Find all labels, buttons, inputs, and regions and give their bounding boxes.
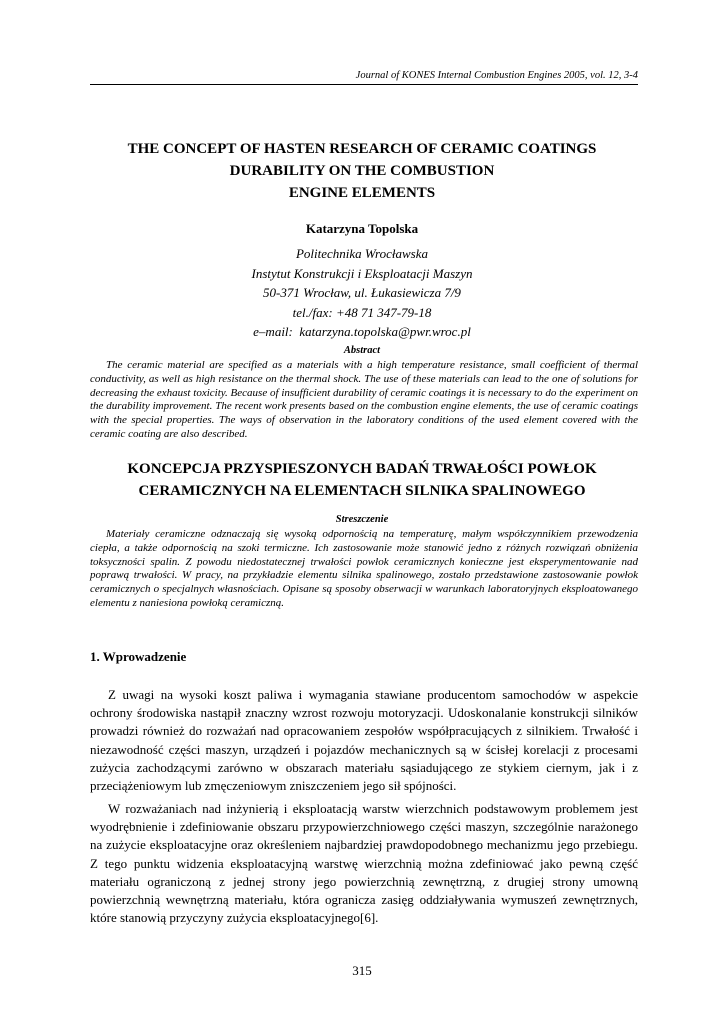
page-number: 315: [352, 963, 372, 978]
abstract-heading: Abstract: [343, 345, 381, 356]
body-paragraph: Z uwagi na wysoki koszt paliwa i wymagania stawiane producentom samochodów w aspekcie ochrony środowiska nastąpił znaczny wzrost rozwoju motoryzacji. Udoskonalanie konstrukcji silników prowadzi również do rozważań nad opracowaniem zespołów współpracujących z silnikiem. Trwałość i niezawodność części maszyn, urządzeń i pojazdów mechanicznych są w ścisłej korelacji z procesami zużycia zachodzącymi zarówno w obszarach materiału sąsiadującego ze stykiem ciernym, jak i z przeciążeniowym lub zmęczeniowym zniszczeniem jego sił spójności.: [90, 687, 638, 794]
paper-title-line: ENGINE ELEMENTS: [288, 185, 436, 201]
paper-title: [70, 138, 654, 204]
affiliation-university: Politechnika Wrocławska: [295, 246, 429, 261]
affiliation-email: e–mail: katarzyna.topolska@pwr.wroc.pl: [253, 324, 471, 339]
section-heading: 1. Wprowadzenie: [90, 649, 187, 664]
affiliation-institute: Instytut Konstrukcji i Eksploatacji Maszyn: [251, 265, 473, 281]
author-name: Katarzyna Topolska: [305, 221, 419, 236]
summary-text: Materiały ceramiczne odznaczają się wysoką odpornością na temperaturę, małym współczynnikiem przewodzenia ciepła, a także odpornością na szoki termiczne. Ich zastosowanie może stanowić jedno z różnych rozwiązań obniżenia toksyczności spalin. Z powodu niedostatecznej trwałości powłok ceramicznych konieczne jest eksperymentowanie nad poprawą trwałości. W pracy, na przykładzie elementu silnika spalinowego, zostało przedstawione zastosowanie powłok ceramicznych o specjalnych własnościach. Opisane są sposoby obserwacji w warunkach laboratoryjnych eksploatowanego elementu z naniesiona powłoką ceramiczną.: [90, 528, 638, 609]
paper-title-line: THE CONCEPT OF HASTEN RESEARCH OF CERAMIC COATINGS: [127, 141, 597, 157]
running-header: Journal of KONES Internal Combustion Engines 2005, vol. 12, 3-4: [90, 70, 638, 85]
affiliation-block: [0, 244, 724, 342]
body-paragraph: W rozważaniach nad inżynierią i eksploatacją warstw wierzchnich podstawowym problemem jest wyodrębnienie i zdefiniowanie obszaru przypowierzchniowego części maszyn, szczególnie narażonego na zużycie eksploatacyjne oraz określeniem najbardziej prawdopodobnego mechanizmu jego przebiegu. Z tego punktu widzenia eksploatacyjną warstwę wierzchnią można zdefiniować jako pewną część materiału ograniczoną z jednej strony jego powierzchnią zewnętrzną, z drugiej strony umowną powierzchnią wewnętrzną materiału, która ogranicza zasięg oddziaływania wymuszeń zewnętrznych, które stanowią przyczyny zużycia eksploatacyjnego[6].: [90, 801, 638, 926]
summary-heading: Streszczenie: [335, 514, 389, 525]
affiliation-address: 50-371 Wrocław, ul. Łukasiewicza 7/9: [263, 285, 461, 300]
polish-title-line: KONCEPCJA PRZYSPIESZONYCH BADAŃ TRWAŁOŚCI POWŁOK: [127, 461, 597, 477]
abstract-text: The ceramic material are specified as a materials with a high temperature resistance, small coefficient of thermal conductivity, as well as high resistance on the thermal shock. The use of these materials can lead to the one of solutions for decreasing the exhaust toxicity. Because of insufficient durability of ceramic coatings it is necessary to do the experiment on the durability improvement. The recent work presents based on the combustion engine elements, the use of ceramic coatings with the special properties. The ways of observation in the laboratory conditions of the used element covered with the ceramic coating are also described.: [90, 359, 638, 440]
paper-title-line: DURABILITY ON THE COMBUSTION: [229, 163, 495, 179]
affiliation-phone: tel./fax: +48 71 347-79-18: [292, 304, 432, 320]
polish-title: [70, 458, 654, 502]
polish-title-line: CERAMICZNYCH NA ELEMENTACH SILNIKA SPALINOWEGO: [138, 483, 586, 499]
